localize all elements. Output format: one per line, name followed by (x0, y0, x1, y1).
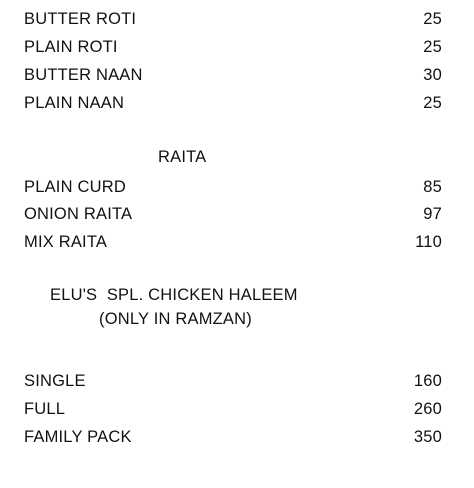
item-price: 25 (423, 37, 442, 56)
item-name: FAMILY PACK (24, 427, 132, 446)
item-price: 260 (413, 399, 442, 418)
item-price: 160 (413, 371, 442, 390)
menu-item-onion-raita (24, 203, 442, 225)
section-subheading-ramzan: (ONLY IN RAMZAN) (99, 310, 252, 328)
menu-item-butter-naan (24, 64, 442, 86)
menu-item-plain-naan (24, 92, 442, 114)
item-name: BUTTER ROTI (24, 9, 137, 28)
item-price: 25 (423, 93, 442, 112)
menu-item-full (24, 398, 442, 420)
item-price: 97 (423, 204, 442, 223)
item-price: 350 (413, 427, 442, 446)
item-name: PLAIN NAAN (24, 93, 125, 112)
item-price: 110 (415, 232, 442, 251)
section-heading-haleem: ELU'S SPL. CHICKEN HALEEM (50, 286, 298, 304)
section-heading-raita: RAITA (158, 148, 207, 166)
item-name: SINGLE (24, 371, 86, 390)
item-name: MIX RAITA (24, 232, 108, 251)
item-name: PLAIN ROTI (24, 37, 118, 56)
menu-item-plain-curd (24, 176, 442, 198)
item-price: 85 (423, 177, 442, 196)
item-price: 25 (423, 9, 442, 28)
menu-item-plain-roti (24, 36, 442, 58)
item-name: BUTTER NAAN (24, 65, 143, 84)
item-price: 30 (423, 65, 442, 84)
item-name: PLAIN CURD (24, 177, 126, 196)
item-name: ONION RAITA (24, 204, 133, 223)
menu-item-single (24, 370, 442, 392)
item-name: FULL (24, 399, 66, 418)
menu-item-mix-raita (24, 231, 442, 253)
menu-item-family-pack (24, 426, 442, 448)
menu-item-butter-roti (24, 8, 442, 30)
